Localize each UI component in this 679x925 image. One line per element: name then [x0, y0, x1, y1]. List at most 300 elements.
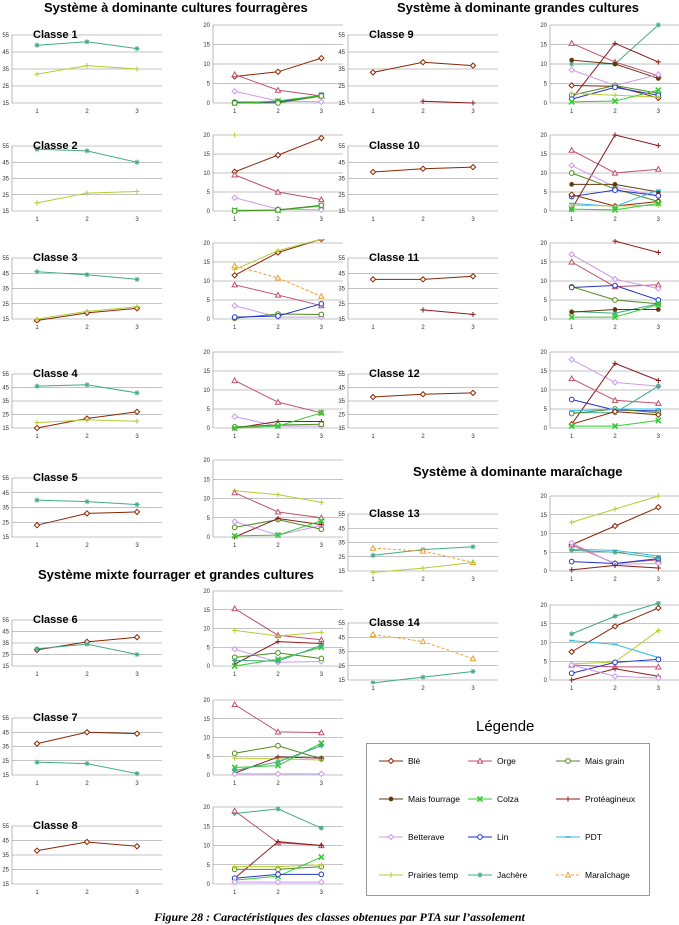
y-tick-label: 45 — [338, 160, 345, 167]
data-point — [34, 523, 39, 528]
series-proteagineux — [569, 361, 661, 427]
data-point — [34, 200, 39, 205]
data-point — [569, 649, 574, 654]
data-point — [319, 771, 324, 776]
crop-share-chart-4 — [195, 352, 349, 446]
x-tick-label: 2 — [276, 543, 280, 549]
series-line — [572, 641, 659, 658]
y-tick-label: 5 — [543, 81, 547, 88]
series-mais-grain — [232, 203, 323, 213]
series-orge — [232, 378, 324, 415]
x-tick-label: 3 — [471, 577, 475, 583]
y-tick-label: 0 — [543, 317, 547, 323]
y-tick-label: 15 — [203, 369, 210, 375]
x-tick-label: 3 — [135, 325, 139, 331]
y-tick-label: 15 — [2, 317, 9, 323]
data-point — [275, 88, 280, 93]
series-pdt — [569, 641, 661, 658]
legend-swatch — [555, 794, 581, 804]
y-tick-label: 20 — [540, 494, 547, 500]
data-point — [276, 208, 281, 213]
x-tick-label: 2 — [85, 325, 89, 331]
section-title-maraichage: Système à dominante maraîchage — [413, 464, 623, 479]
series-ble — [370, 274, 475, 282]
data-point — [656, 384, 661, 389]
x-tick-label: 2 — [613, 434, 617, 440]
x-tick-label: 2 — [276, 109, 280, 115]
y-tick-label: 20 — [203, 698, 210, 704]
y-tick-label: 45 — [2, 160, 9, 167]
series-jachere — [34, 382, 139, 395]
data-point — [569, 411, 574, 416]
x-tick-label: 3 — [319, 434, 324, 440]
x-tick-label: 2 — [421, 577, 425, 583]
data-point — [34, 741, 39, 746]
x-tick-label: 1 — [232, 109, 237, 115]
y-tick-label: 35 — [2, 286, 9, 293]
data-point — [470, 544, 475, 549]
y-tick-label: 20 — [203, 241, 210, 247]
data-point — [134, 635, 139, 640]
x-tick-label: 1 — [35, 325, 39, 331]
data-point — [84, 148, 89, 153]
y-tick-label: 15 — [2, 773, 9, 779]
legend-label: Orge — [497, 756, 516, 766]
data-point — [232, 209, 237, 214]
x-tick-label: 3 — [135, 890, 139, 896]
data-point — [232, 414, 237, 419]
data-point — [613, 182, 618, 187]
data-point — [275, 492, 280, 497]
data-point — [569, 677, 574, 682]
series-prairies-temp — [232, 132, 237, 137]
legend-swatch — [467, 832, 493, 842]
data-point — [134, 409, 139, 414]
y-tick-label: 25 — [338, 412, 345, 419]
x-tick-label: 3 — [135, 543, 139, 549]
data-point — [319, 301, 324, 306]
data-point — [84, 839, 89, 844]
series-jachere — [34, 760, 139, 777]
data-point — [134, 502, 139, 507]
data-point — [232, 263, 237, 268]
legend-marker — [388, 758, 393, 763]
data-point — [370, 70, 375, 75]
x-tick-label: 3 — [135, 217, 139, 223]
x-tick-label: 1 — [35, 434, 39, 440]
section-title-mixte: Système mixte fourrager et grandes cultures — [38, 567, 314, 582]
y-tick-label: 35 — [2, 853, 9, 859]
x-tick-label: 1 — [569, 325, 574, 331]
y-tick-label: 0 — [206, 426, 210, 432]
legend-swatch — [378, 870, 404, 880]
data-point — [319, 56, 324, 61]
data-point — [420, 307, 425, 312]
legend-item-maraichage — [555, 870, 630, 880]
series-ble — [370, 390, 475, 399]
data-point — [84, 642, 89, 647]
crop-share-chart-5 — [195, 460, 349, 555]
data-point — [612, 507, 617, 512]
y-tick-label: 35 — [2, 505, 9, 512]
data-point — [656, 505, 661, 510]
data-point — [656, 664, 661, 669]
y-tick-label: 20 — [203, 133, 210, 139]
data-point — [613, 62, 618, 67]
data-point — [134, 390, 139, 395]
y-tick-label: 10 — [540, 388, 547, 394]
x-tick-label: 1 — [569, 109, 574, 115]
data-point — [232, 751, 237, 756]
y-tick-label: 55 — [2, 144, 9, 150]
y-tick-label: 0 — [543, 209, 547, 215]
y-tick-label: 15 — [203, 824, 210, 831]
legend-marker — [566, 759, 571, 764]
y-tick-label: 10 — [203, 171, 210, 177]
data-point — [319, 422, 324, 427]
y-tick-label: 0 — [206, 882, 210, 888]
main-crops-chart-10 — [336, 146, 504, 229]
data-point — [319, 99, 324, 104]
data-point — [275, 275, 280, 280]
y-tick-label: 45 — [2, 271, 9, 278]
data-point — [656, 167, 661, 172]
legend-label: Mais grain — [585, 756, 625, 766]
x-tick-label: 2 — [85, 890, 89, 896]
x-tick-label: 2 — [85, 434, 89, 440]
series-betterave — [232, 771, 324, 776]
y-tick-label: 15 — [338, 101, 345, 107]
data-point — [613, 85, 618, 90]
data-point — [232, 132, 237, 137]
x-tick-label: 2 — [421, 434, 425, 440]
data-point — [84, 39, 89, 44]
data-point — [232, 315, 237, 320]
data-point — [370, 632, 375, 637]
x-tick-label: 1 — [35, 890, 39, 896]
legend-item-ble — [378, 756, 420, 766]
series-ble — [569, 605, 661, 654]
y-tick-label: 35 — [338, 286, 345, 293]
x-tick-label: 3 — [471, 217, 475, 223]
x-tick-label: 1 — [371, 577, 375, 583]
legend-label: Maraîchage — [585, 870, 630, 880]
series-line — [235, 175, 322, 200]
series-proteagineux — [612, 239, 661, 256]
legend-marker — [565, 796, 570, 801]
y-tick-label: 5 — [543, 550, 547, 557]
section-title-fourrageres: Système à dominante cultures fourragères — [44, 0, 308, 15]
y-tick-label: 15 — [540, 369, 547, 375]
x-tick-label: 3 — [135, 781, 139, 787]
series-colza — [569, 418, 661, 429]
crop-share-chart-10 — [532, 135, 679, 229]
data-point — [613, 660, 618, 665]
crop-share-chart-2 — [195, 135, 349, 229]
series-maraichage — [370, 546, 475, 565]
y-tick-label: 45 — [338, 271, 345, 278]
y-tick-label: 5 — [206, 81, 210, 88]
data-point — [656, 250, 661, 255]
y-tick-label: 10 — [203, 279, 210, 285]
x-tick-label: 2 — [276, 217, 280, 223]
y-tick-label: 25 — [338, 301, 345, 308]
series-maraichage — [370, 632, 475, 661]
data-point — [34, 848, 39, 853]
data-point — [319, 730, 324, 735]
x-tick-label: 1 — [232, 217, 237, 223]
data-point — [232, 606, 237, 611]
legend-swatch — [467, 794, 493, 804]
series-line — [423, 310, 473, 315]
data-point — [656, 555, 661, 560]
y-tick-label: 15 — [338, 569, 345, 575]
data-point — [34, 425, 39, 430]
x-tick-label: 3 — [656, 434, 661, 440]
y-tick-label: 55 — [2, 372, 9, 378]
y-tick-label: 10 — [540, 531, 547, 538]
y-tick-label: 0 — [543, 101, 547, 107]
legend-marker — [478, 835, 483, 840]
data-point — [612, 674, 617, 679]
y-tick-label: 15 — [338, 209, 345, 215]
legend-label: Prairies temp — [408, 870, 459, 880]
x-tick-label: 2 — [276, 890, 280, 896]
data-point — [134, 731, 139, 736]
y-tick-label: 15 — [203, 260, 210, 266]
data-point — [569, 148, 574, 153]
data-point — [569, 357, 574, 362]
x-tick-label: 3 — [471, 686, 475, 692]
data-point — [370, 553, 375, 558]
crop-share-chart-12 — [532, 352, 679, 446]
y-tick-label: 10 — [203, 388, 210, 394]
legend-swatch — [555, 870, 581, 880]
y-tick-label: 5 — [206, 754, 210, 761]
crop-share-chart-1 — [195, 25, 349, 121]
x-tick-label: 1 — [371, 109, 375, 115]
x-tick-label: 2 — [85, 543, 89, 549]
data-point — [470, 669, 475, 674]
data-point — [612, 380, 617, 385]
main-crops-chart-2 — [0, 146, 168, 229]
main-crops-chart-3 — [0, 258, 168, 337]
series-betterave — [569, 163, 661, 199]
y-tick-label: 0 — [206, 535, 210, 541]
x-tick-label: 2 — [421, 686, 425, 692]
y-tick-label: 5 — [206, 862, 210, 869]
data-point — [569, 163, 574, 168]
x-tick-label: 1 — [232, 672, 237, 678]
legend-swatch — [378, 794, 404, 804]
data-point — [232, 525, 237, 530]
y-tick-label: 15 — [203, 152, 210, 158]
x-tick-label: 3 — [656, 686, 661, 692]
x-tick-label: 1 — [371, 686, 375, 692]
data-point — [319, 294, 324, 299]
y-tick-label: 45 — [2, 629, 9, 636]
data-point — [276, 651, 281, 656]
x-tick-label: 2 — [276, 672, 280, 678]
data-point — [569, 631, 574, 636]
main-crops-chart-12 — [336, 374, 504, 446]
y-tick-label: 0 — [206, 101, 210, 107]
y-tick-label: 25 — [2, 652, 9, 659]
main-crops-chart-13 — [336, 514, 504, 589]
data-point — [612, 170, 617, 175]
x-tick-label: 1 — [35, 672, 39, 678]
y-tick-label: 5 — [543, 659, 547, 666]
x-tick-label: 3 — [319, 217, 324, 223]
series-prairies-temp — [569, 493, 661, 524]
series-jachere — [34, 39, 139, 51]
series-orge — [232, 282, 324, 308]
y-tick-label: 55 — [2, 618, 9, 624]
x-tick-label: 2 — [613, 109, 617, 115]
data-point — [232, 378, 237, 383]
series-line — [235, 239, 322, 275]
x-tick-label: 1 — [371, 217, 375, 223]
data-point — [612, 614, 617, 619]
y-tick-label: 45 — [2, 838, 9, 845]
x-tick-label: 1 — [232, 543, 237, 549]
series-jachere — [370, 669, 475, 686]
data-point — [612, 93, 617, 98]
x-tick-label: 2 — [613, 217, 617, 223]
data-point — [470, 165, 475, 170]
legend-label: Protéagineux — [585, 794, 636, 804]
y-tick-label: 0 — [543, 569, 547, 575]
data-point — [275, 69, 280, 74]
data-point — [275, 771, 280, 776]
x-tick-label: 3 — [319, 325, 324, 331]
y-tick-label: 55 — [338, 144, 345, 150]
data-point — [613, 307, 618, 312]
x-tick-label: 2 — [276, 325, 280, 331]
y-tick-label: 5 — [206, 190, 210, 196]
y-tick-label: 25 — [2, 192, 9, 199]
y-tick-label: 55 — [338, 256, 345, 262]
data-point — [275, 639, 280, 644]
y-tick-label: 35 — [338, 67, 345, 73]
data-point — [134, 419, 139, 424]
section-title-grandes-cultures: Système à dominante grandes cultures — [397, 0, 640, 15]
y-tick-label: 55 — [2, 33, 9, 39]
y-tick-label: 15 — [2, 882, 9, 888]
series-proteagineux — [420, 307, 475, 317]
data-point — [613, 298, 618, 303]
x-tick-label: 1 — [569, 577, 574, 583]
y-tick-label: 25 — [2, 867, 9, 874]
class-label-12: Classe 12 — [369, 368, 420, 380]
data-point — [569, 58, 574, 63]
legend-swatch — [378, 756, 404, 766]
legend-item-mais-fourrage — [378, 794, 460, 804]
data-point — [569, 182, 574, 187]
x-tick-label: 2 — [613, 577, 617, 583]
data-point — [370, 546, 375, 551]
data-point — [319, 656, 324, 661]
data-point — [275, 153, 280, 158]
y-tick-label: 0 — [206, 664, 210, 670]
data-point — [569, 671, 574, 676]
figure-caption: Figure 28 : Caractéristiques des classes obtenues par PTA sur l’assolement — [154, 910, 525, 924]
x-tick-label: 2 — [85, 109, 89, 115]
x-tick-label: 1 — [371, 325, 375, 331]
data-point — [134, 189, 139, 194]
series-ble — [34, 839, 139, 853]
y-tick-label: 10 — [540, 62, 547, 68]
data-point — [656, 401, 661, 406]
data-point — [319, 203, 324, 208]
data-point — [569, 285, 574, 290]
data-point — [84, 382, 89, 387]
y-tick-label: 15 — [2, 426, 9, 432]
x-tick-label: 3 — [656, 217, 661, 223]
data-point — [613, 188, 618, 193]
class-label-2: Classe 2 — [33, 140, 78, 152]
y-tick-label: 20 — [540, 23, 547, 29]
y-tick-label: 10 — [540, 279, 547, 285]
class-label-10: Classe 10 — [369, 140, 420, 152]
x-tick-label: 3 — [656, 109, 661, 115]
data-point — [84, 511, 89, 516]
y-tick-label: 15 — [203, 42, 210, 49]
crop-share-chart-13 — [532, 496, 679, 589]
series-prairies-temp — [370, 560, 475, 575]
data-point — [470, 100, 475, 105]
main-crops-chart-14 — [336, 623, 504, 698]
x-tick-label: 2 — [421, 325, 425, 331]
y-tick-label: 45 — [338, 50, 345, 56]
y-tick-label: 15 — [540, 152, 547, 158]
y-tick-label: 20 — [203, 23, 210, 29]
series-prairies-temp — [34, 63, 139, 77]
data-point — [276, 743, 281, 748]
y-tick-label: 15 — [540, 621, 547, 628]
data-point — [134, 277, 139, 282]
x-tick-label: 3 — [471, 434, 475, 440]
y-tick-label: 35 — [2, 744, 9, 751]
series-ble — [232, 135, 324, 174]
y-tick-label: 10 — [540, 171, 547, 177]
x-tick-label: 1 — [35, 109, 39, 115]
data-point — [319, 312, 324, 317]
data-point — [232, 702, 237, 707]
series-prairies-temp — [34, 189, 139, 206]
data-point — [319, 135, 324, 140]
y-tick-label: 15 — [203, 607, 210, 614]
y-tick-label: 0 — [206, 209, 210, 215]
data-point — [319, 854, 324, 859]
series-ble — [370, 165, 475, 175]
y-tick-label: 20 — [203, 458, 210, 464]
crop-share-chart-9 — [532, 25, 679, 121]
data-point — [420, 675, 425, 680]
data-point — [569, 41, 574, 46]
x-tick-label: 1 — [232, 325, 237, 331]
y-tick-label: 0 — [543, 426, 547, 432]
data-point — [569, 310, 574, 315]
data-point — [232, 89, 237, 94]
y-tick-label: 55 — [338, 512, 345, 518]
crop-share-chart-11 — [532, 243, 679, 337]
x-tick-label: 2 — [421, 217, 425, 223]
class-label-13: Classe 13 — [369, 508, 420, 520]
y-tick-label: 35 — [338, 176, 345, 183]
series-line — [572, 631, 659, 664]
legend-marker — [477, 872, 482, 877]
